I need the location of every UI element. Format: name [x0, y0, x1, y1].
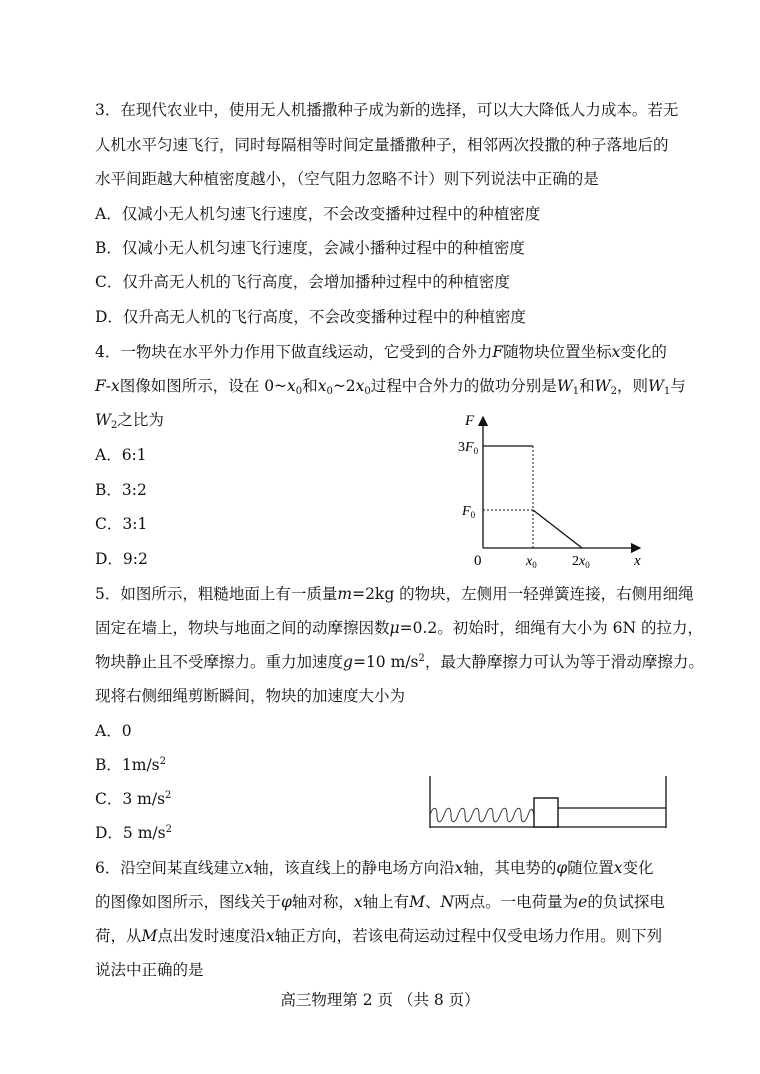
q5-spring	[430, 808, 534, 822]
q4-option-c: C．3:1	[95, 515, 148, 533]
q4-tick-label-2x0: $2x_0$	[572, 554, 590, 570]
q4-origin-label: 0	[474, 553, 482, 569]
q5-spring-block-diagram	[424, 772, 672, 832]
q3-stem-line2: 人机水平匀速飞行，同时每隔相等时间定量播撒种子，相邻两次投撒的种子落地后的	[95, 136, 669, 154]
q4-stem-line2: F-x图像如图所示，设在 $0\sim x_0$和$x_0\sim 2x_0$过程中合外力的做功分别是$W_1$和$W_2$，则$W_1$与	[95, 377, 686, 397]
q3-stem-line1: 3．在现代农业中，使用无人机播撒种子成为新的选择，可以大大降低人力成本。若无	[95, 101, 679, 119]
q4-tick-label-x0: $x_0$	[526, 554, 537, 570]
q5-block	[534, 798, 558, 827]
q5-stem-line3: 物块静止且不受摩擦力。重力加速度g=10 $m/s^2$，最大静摩擦力可认为等于滑动摩擦力。	[95, 653, 704, 671]
q3-option-a: A．仅减小无人机匀速飞行速度，不会改变播种过程中的种植密度	[95, 205, 541, 223]
q6-stem-line1: 6．沿空间某直线建立x轴，该直线上的静电场方向沿x轴，其电势的φ随位置x变化	[95, 859, 654, 877]
q5-stem-line2: 固定在墙上，物块与地面之间的动摩擦因数μ=0.2。初始时，细绳有大小为 6N 的拉力，	[95, 619, 704, 637]
q5-option-a: A．0	[95, 722, 132, 740]
page-footer: 高三物理第 2 页 （共 8 页）	[280, 991, 480, 1009]
q3-option-b: B．仅减小无人机匀速飞行速度，会减小播种过程中的种植密度	[95, 239, 525, 257]
q4-option-a: A．6:1	[95, 446, 147, 464]
q4-stem-line3: $W_2$之比为	[95, 411, 164, 431]
q4-axis-label-f: F	[465, 413, 475, 429]
q5-option-c: C．3 $m/s^2$	[95, 790, 172, 808]
q5-stem-line4: 现将右侧细绳剪断瞬间，物块的加速度大小为	[95, 687, 406, 705]
q3-option-d: D．仅升高无人机的飞行高度，不会改变播种过程中的种植密度	[95, 308, 526, 326]
q3-option-c: C．仅升高无人机的飞行高度，会增加播种过程中的种植密度	[95, 273, 510, 291]
q4-option-d: D．9:2	[95, 550, 148, 568]
q3-stem-line3: 水平间距越大种植密度越小，（空气阻力忽略不计）则下列说法中正确的是	[95, 170, 599, 188]
q6-stem-line3: 荷，从M点出发时速度沿x轴正方向，若该电荷运动过程中仅受电场力作用。则下列	[95, 927, 663, 945]
q4-stem-line1: 4．一物块在水平外力作用下做直线运动，它受到的合外力F随物块位置坐标x变化的	[95, 343, 667, 361]
q4-tick-label-3f0: $3F_0$	[458, 440, 479, 456]
q5-option-d: D．5 $m/s^2$	[95, 824, 172, 842]
q6-stem-line2: 的图像如图所示，图线关于φ轴对称，x轴上有M、N两点。一电荷量为e的负试探电	[95, 893, 665, 911]
q4-force-position-graph	[450, 405, 660, 575]
q4-option-b: B．3:2	[95, 481, 147, 499]
q4-tick-label-f0: $F_0$	[462, 504, 476, 520]
q5-stem-line1: 5．如图所示，粗糙地面上有一质量m=2kg 的物块，左侧用一轻弹簧连接，右侧用细绳	[95, 585, 694, 603]
q4-segment-decreasing	[533, 510, 582, 548]
q4-axis-label-x: x	[634, 553, 641, 569]
q6-stem-line4: 说法中正确的是	[95, 961, 204, 979]
q5-option-b: B．$1m/s^2$	[95, 756, 167, 774]
